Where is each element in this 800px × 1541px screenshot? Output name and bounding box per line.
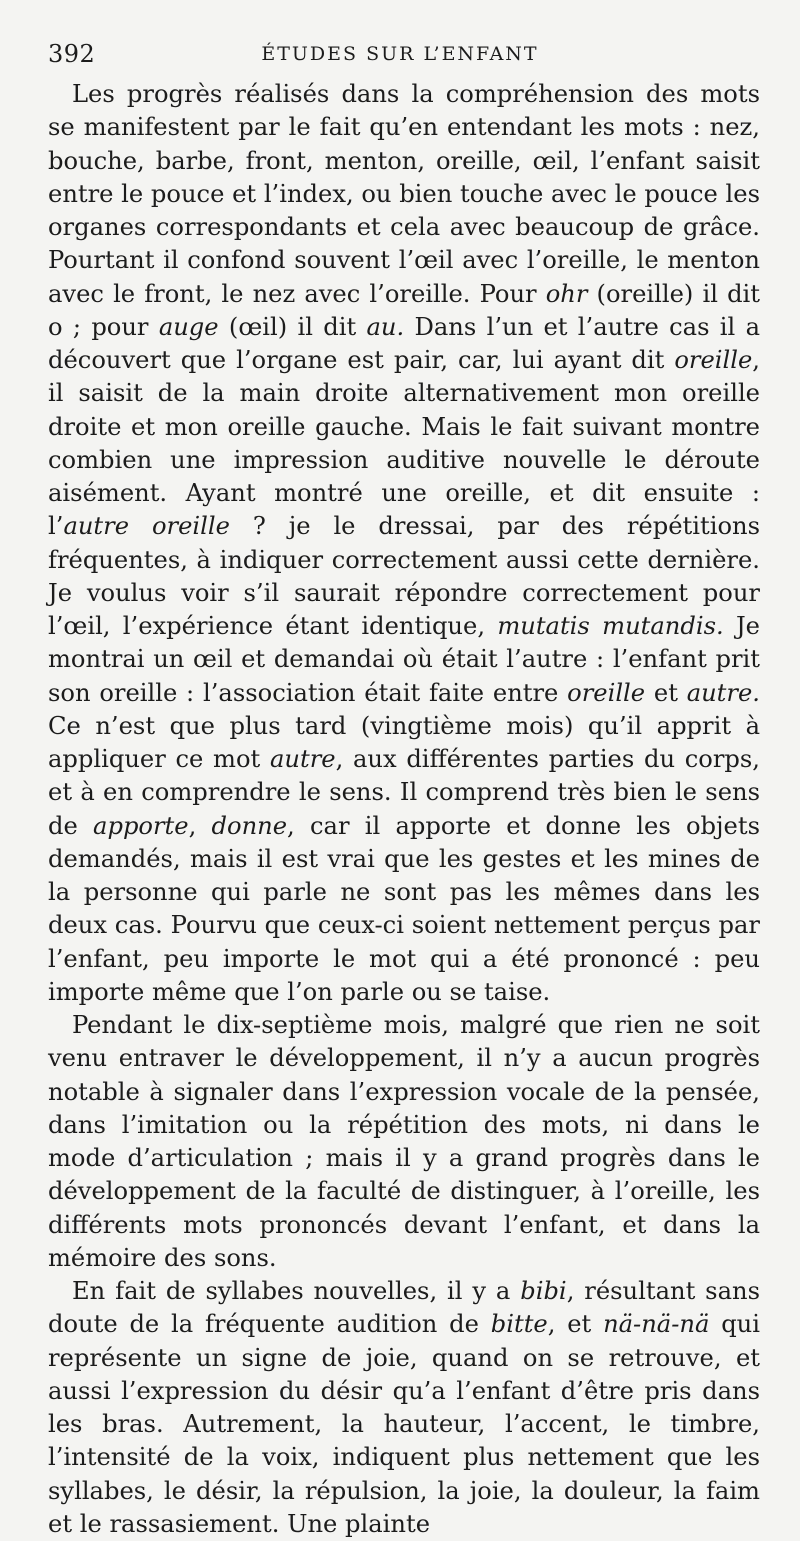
italic-text: autre <box>269 745 336 773</box>
running-title: ÉTUDES SUR L’ENFANT <box>261 43 539 65</box>
italic-text: ohr <box>545 279 588 308</box>
page-header <box>48 34 752 74</box>
text-run: et <box>645 678 687 707</box>
body-text <box>48 78 760 1541</box>
text-run: Ce n’est que plus tard (vingtième mois) qu’il apprit à appliquer ce mot <box>48 711 760 773</box>
italic-text: mutatis mutandis. <box>497 612 724 640</box>
page-number: 392 <box>48 40 96 68</box>
text-run: ? je le dressai, par des répétitions fréquentes, à indiquer correctement aussi cette dernière. Je voulus voir s’il saurait répondre correctement pour l’œil, l’expérience étant identique, <box>48 512 761 640</box>
text-run: , aux différentes parties du corps, et à en comprendre le sens. Il comprend très bien le sens de <box>48 745 760 840</box>
italic-text: auge <box>158 312 219 341</box>
text-run: (oreille) il dit o ; pour <box>48 279 761 341</box>
italic-text: nä-nä-nä <box>603 1310 710 1339</box>
text-run: Les progrès réalisés dans la compréhension des mots se manifestent par le fait qu’en entendant les mots : nez, bouche, barbe, front, menton, oreille, œil, l’enfant saisit entre le pouce et l’index, ou bien touche avec le pouce les organes correspondants et cela avec beaucoup de grâce. Pourtant il confond souvent l’œil avec l’oreille, le menton avec le front, le nez avec l’oreille. Pour <box>48 80 760 308</box>
text-run: , et <box>547 1310 604 1339</box>
italic-text: autre. <box>686 678 760 707</box>
italic-text: au. <box>366 312 405 341</box>
italic-text: donne <box>211 811 288 840</box>
text-run: qui représente un signe de joie, quand on se retrouve, et aussi l’expression du désir qu’a l’enfant d’être pris dans les bras. Autrement, la hauteur, l’accent, le timbre, l’intensité de la voix, indiquent plus nettement que les syllabes, le désir, la répulsion, la joie, la douleur, la faim et le rassasiement. Une plainte <box>48 1310 760 1538</box>
paragraph <box>48 1009 760 1275</box>
text-run: Pendant le dix-septième mois, malgré que rien ne soit venu entraver le développement, il n’y a aucun progrès notable à signaler dans l’expression vocale de la pensée, dans l’imitation ou la répétition des mots, ni dans le mode d’articulation ; mais il y a grand progrès dans le développement de la faculté de distinguer, à l’oreille, les différents mots prononcés devant l’enfant, et dans la mémoire des sons. <box>48 1011 760 1272</box>
text-run: Je montrai un œil et demandai où était l’autre : l’enfant prit son oreille : l’association était faite entre <box>48 612 760 707</box>
italic-text: oreille <box>567 678 646 707</box>
italic-text: bibi <box>520 1277 567 1305</box>
text-run: (œil) il dit <box>218 312 367 341</box>
text-run: , résultant sans doute de la fréquente audition de <box>48 1277 761 1339</box>
paragraph <box>48 78 760 1009</box>
italic-text: autre oreille <box>63 512 230 541</box>
paragraph <box>48 1275 760 1541</box>
text-run: , car il apporte et donne les objets demandés, mais il est vrai que les gestes et les mines de la personne qui parle ne sont pas les mêmes dans les deux cas. Pourvu que ceux-ci soient nettement perçus par l’enfant, peu importe le mot qui a été prononcé : peu importe même que l’on parle ou se taise. <box>48 811 760 1006</box>
text-run: Dans l’un et l’autre cas il a découvert que l’organe est pair, car, lui ayant dit <box>48 312 761 374</box>
text-run: En fait de syllabes nouvelles, il y a <box>72 1277 521 1305</box>
text-run: , il saisit de la main droite alternativement mon oreille droite et mon oreille gauche. Mais le fait suivant montre combien une impression auditive nouvelle le déroute aisément. Ayant montré une oreille, et dit ensuite : l’ <box>48 346 760 541</box>
italic-text: oreille <box>674 346 753 374</box>
italic-text: bitte <box>490 1310 548 1339</box>
text-run: , <box>188 811 212 840</box>
italic-text: apporte <box>93 811 189 840</box>
